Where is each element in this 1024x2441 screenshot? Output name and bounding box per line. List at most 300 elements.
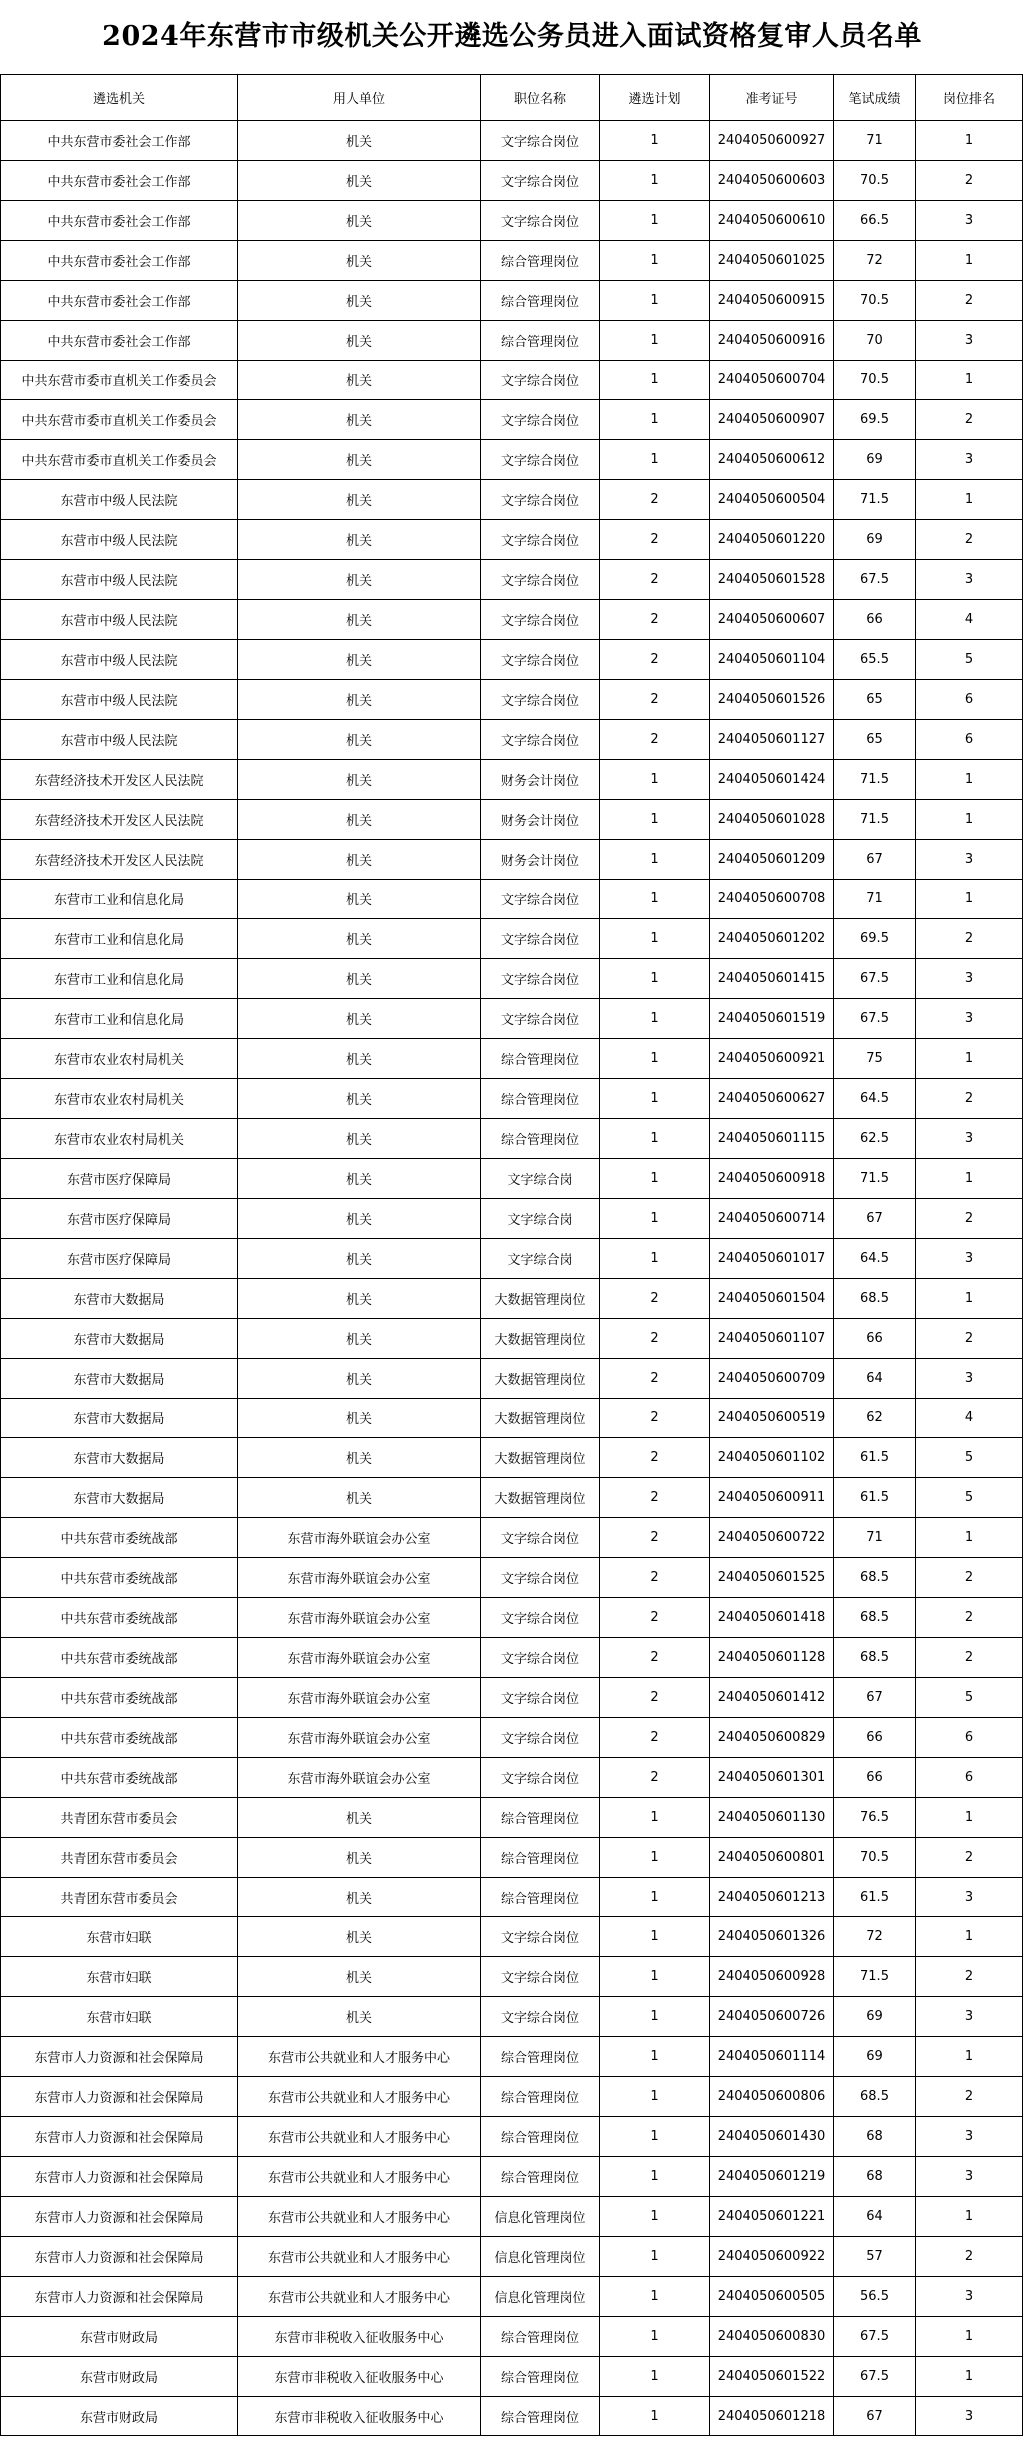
cell-position: 文字综合岗位 — [481, 520, 600, 560]
cell-rank: 2 — [916, 919, 1023, 959]
table-row — [1, 200, 1023, 240]
cell-selecting-agency: 东营市中级人民法院 — [1, 600, 238, 640]
cell-selecting-agency: 东营经济技术开发区人民法院 — [1, 839, 238, 879]
table-row — [1, 2396, 1023, 2436]
cell-quota: 2 — [600, 1358, 710, 1398]
cell-selecting-agency: 中共东营市委社会工作部 — [1, 200, 238, 240]
cell-position: 大数据管理岗位 — [481, 1398, 600, 1438]
table-row — [1, 2037, 1023, 2077]
cell-quota: 1 — [600, 1119, 710, 1159]
cell-ticket-number: 2404050600704 — [710, 360, 834, 400]
cell-quota: 2 — [600, 679, 710, 719]
cell-selecting-agency: 中共东营市委社会工作部 — [1, 280, 238, 320]
cell-selecting-agency: 中共东营市委市直机关工作委员会 — [1, 440, 238, 480]
cell-quota: 2 — [600, 1318, 710, 1358]
table-row — [1, 1957, 1023, 1997]
cell-position: 文字综合岗位 — [481, 200, 600, 240]
cell-position: 文字综合岗位 — [481, 919, 600, 959]
cell-written-score: 64 — [834, 1358, 916, 1398]
cell-rank: 3 — [916, 2396, 1023, 2436]
cell-employer: 机关 — [238, 1438, 481, 1478]
cell-employer: 东营市公共就业和人才服务中心 — [238, 2157, 481, 2197]
cell-rank: 6 — [916, 719, 1023, 759]
cell-selecting-agency: 共青团东营市委员会 — [1, 1877, 238, 1917]
cell-quota: 1 — [600, 121, 710, 161]
cell-rank: 1 — [916, 2037, 1023, 2077]
cell-position: 综合管理岗位 — [481, 240, 600, 280]
cell-position: 文字综合岗位 — [481, 999, 600, 1039]
cell-position: 文字综合岗位 — [481, 121, 600, 161]
cell-position: 文字综合岗位 — [481, 1638, 600, 1678]
cell-rank: 2 — [916, 1957, 1023, 1997]
cell-written-score: 65 — [834, 719, 916, 759]
cell-selecting-agency: 东营市农业农村局机关 — [1, 1039, 238, 1079]
cell-rank: 1 — [916, 1518, 1023, 1558]
cell-ticket-number: 2404050600916 — [710, 320, 834, 360]
cell-employer: 机关 — [238, 520, 481, 560]
cell-ticket-number: 2404050601209 — [710, 839, 834, 879]
cell-written-score: 76.5 — [834, 1797, 916, 1837]
cell-employer: 机关 — [238, 320, 481, 360]
table-row — [1, 2236, 1023, 2276]
table-row — [1, 320, 1023, 360]
cell-position: 文字综合岗位 — [481, 1717, 600, 1757]
cell-selecting-agency: 中共东营市委统战部 — [1, 1558, 238, 1598]
cell-employer: 机关 — [238, 1837, 481, 1877]
cell-rank: 1 — [916, 240, 1023, 280]
table-row — [1, 360, 1023, 400]
cell-quota: 2 — [600, 1478, 710, 1518]
cell-position: 综合管理岗位 — [481, 1837, 600, 1877]
cell-ticket-number: 2404050601114 — [710, 2037, 834, 2077]
cell-ticket-number: 2404050601221 — [710, 2196, 834, 2236]
cell-rank: 3 — [916, 839, 1023, 879]
cell-written-score: 56.5 — [834, 2276, 916, 2316]
cell-written-score: 66 — [834, 1318, 916, 1358]
candidate-table — [0, 74, 1023, 2436]
cell-ticket-number: 2404050601115 — [710, 1119, 834, 1159]
cell-selecting-agency: 东营市大数据局 — [1, 1318, 238, 1358]
cell-selecting-agency: 中共东营市委统战部 — [1, 1518, 238, 1558]
cell-selecting-agency: 东营市中级人民法院 — [1, 560, 238, 600]
table-row — [1, 1598, 1023, 1638]
cell-position: 文字综合岗位 — [481, 1598, 600, 1638]
cell-written-score: 70.5 — [834, 1837, 916, 1877]
col-header-rank: 岗位排名 — [916, 75, 1023, 121]
cell-selecting-agency: 中共东营市委市直机关工作委员会 — [1, 360, 238, 400]
cell-quota: 2 — [600, 1717, 710, 1757]
cell-employer: 东营市海外联谊会办公室 — [238, 1638, 481, 1678]
cell-selecting-agency: 中共东营市委社会工作部 — [1, 160, 238, 200]
cell-quota: 1 — [600, 879, 710, 919]
cell-position: 综合管理岗位 — [481, 2396, 600, 2436]
cell-employer: 机关 — [238, 1039, 481, 1079]
cell-quota: 1 — [600, 999, 710, 1039]
cell-rank: 1 — [916, 1039, 1023, 1079]
cell-rank: 1 — [916, 759, 1023, 799]
cell-rank: 5 — [916, 1677, 1023, 1717]
cell-quota: 2 — [600, 1638, 710, 1678]
cell-rank: 6 — [916, 679, 1023, 719]
cell-selecting-agency: 东营市人力资源和社会保障局 — [1, 2037, 238, 2077]
cell-employer: 东营市海外联谊会办公室 — [238, 1757, 481, 1797]
cell-quota: 1 — [600, 440, 710, 480]
table-row — [1, 121, 1023, 161]
table-row — [1, 520, 1023, 560]
cell-position: 文字综合岗位 — [481, 560, 600, 600]
cell-selecting-agency: 东营市财政局 — [1, 2396, 238, 2436]
cell-rank: 3 — [916, 2157, 1023, 2197]
cell-selecting-agency: 东营经济技术开发区人民法院 — [1, 759, 238, 799]
cell-position: 文字综合岗 — [481, 1238, 600, 1278]
cell-quota: 1 — [600, 2356, 710, 2396]
cell-ticket-number: 2404050601130 — [710, 1797, 834, 1837]
cell-position: 综合管理岗位 — [481, 1797, 600, 1837]
table-row — [1, 1039, 1023, 1079]
cell-selecting-agency: 东营市妇联 — [1, 1917, 238, 1957]
cell-position: 综合管理岗位 — [481, 2157, 600, 2197]
table-row — [1, 1119, 1023, 1159]
cell-ticket-number: 2404050601220 — [710, 520, 834, 560]
cell-ticket-number: 2404050601301 — [710, 1757, 834, 1797]
cell-employer: 机关 — [238, 1917, 481, 1957]
cell-rank: 6 — [916, 1717, 1023, 1757]
cell-position: 综合管理岗位 — [481, 1119, 600, 1159]
table-row — [1, 1797, 1023, 1837]
cell-rank: 2 — [916, 520, 1023, 560]
cell-selecting-agency: 中共东营市委社会工作部 — [1, 320, 238, 360]
cell-rank: 5 — [916, 639, 1023, 679]
cell-position: 财务会计岗位 — [481, 759, 600, 799]
cell-rank: 6 — [916, 1757, 1023, 1797]
cell-position: 综合管理岗位 — [481, 320, 600, 360]
cell-employer: 东营市非税收入征收服务中心 — [238, 2356, 481, 2396]
cell-ticket-number: 2404050600603 — [710, 160, 834, 200]
cell-selecting-agency: 东营市大数据局 — [1, 1478, 238, 1518]
cell-written-score: 69.5 — [834, 400, 916, 440]
cell-selecting-agency: 东营市大数据局 — [1, 1278, 238, 1318]
cell-ticket-number: 2404050600922 — [710, 2236, 834, 2276]
cell-quota: 1 — [600, 1877, 710, 1917]
cell-position: 文字综合岗位 — [481, 719, 600, 759]
cell-written-score: 67.5 — [834, 959, 916, 999]
cell-rank: 3 — [916, 200, 1023, 240]
cell-quota: 2 — [600, 719, 710, 759]
cell-written-score: 67 — [834, 2396, 916, 2436]
table-row — [1, 799, 1023, 839]
cell-position: 文字综合岗 — [481, 1198, 600, 1238]
cell-ticket-number: 2404050600627 — [710, 1079, 834, 1119]
cell-employer: 机关 — [238, 400, 481, 440]
cell-written-score: 65 — [834, 679, 916, 719]
cell-ticket-number: 2404050600607 — [710, 600, 834, 640]
cell-written-score: 61.5 — [834, 1478, 916, 1518]
cell-quota: 1 — [600, 200, 710, 240]
cell-ticket-number: 2404050600927 — [710, 121, 834, 161]
cell-rank: 1 — [916, 480, 1023, 520]
cell-employer: 机关 — [238, 1797, 481, 1837]
table-row — [1, 1238, 1023, 1278]
cell-employer: 机关 — [238, 1318, 481, 1358]
cell-selecting-agency: 东营市人力资源和社会保障局 — [1, 2077, 238, 2117]
cell-selecting-agency: 东营市工业和信息化局 — [1, 919, 238, 959]
cell-employer: 东营市公共就业和人才服务中心 — [238, 2077, 481, 2117]
table-row — [1, 759, 1023, 799]
col-header-selecting-agency: 遴选机关 — [1, 75, 238, 121]
cell-written-score: 68.5 — [834, 1638, 916, 1678]
cell-selecting-agency: 中共东营市委统战部 — [1, 1598, 238, 1638]
cell-selecting-agency: 中共东营市委统战部 — [1, 1677, 238, 1717]
cell-employer: 机关 — [238, 999, 481, 1039]
cell-selecting-agency: 东营市农业农村局机关 — [1, 1079, 238, 1119]
cell-employer: 机关 — [238, 879, 481, 919]
cell-quota: 1 — [600, 240, 710, 280]
cell-selecting-agency: 中共东营市委统战部 — [1, 1757, 238, 1797]
cell-position: 大数据管理岗位 — [481, 1358, 600, 1398]
cell-quota: 1 — [600, 1797, 710, 1837]
cell-ticket-number: 2404050601526 — [710, 679, 834, 719]
cell-rank: 3 — [916, 1997, 1023, 2037]
cell-ticket-number: 2404050600801 — [710, 1837, 834, 1877]
cell-ticket-number: 2404050600504 — [710, 480, 834, 520]
cell-rank: 3 — [916, 440, 1023, 480]
cell-position: 综合管理岗位 — [481, 1877, 600, 1917]
cell-employer: 机关 — [238, 839, 481, 879]
table-row — [1, 1677, 1023, 1717]
cell-quota: 1 — [600, 1198, 710, 1238]
cell-selecting-agency: 东营市大数据局 — [1, 1438, 238, 1478]
cell-quota: 1 — [600, 1917, 710, 1957]
cell-selecting-agency: 东营市工业和信息化局 — [1, 959, 238, 999]
cell-written-score: 64 — [834, 2196, 916, 2236]
cell-rank: 3 — [916, 1877, 1023, 1917]
cell-ticket-number: 2404050600911 — [710, 1478, 834, 1518]
cell-rank: 1 — [916, 2316, 1023, 2356]
cell-selecting-agency: 中共东营市委社会工作部 — [1, 121, 238, 161]
cell-position: 文字综合岗位 — [481, 1957, 600, 1997]
cell-written-score: 66 — [834, 1717, 916, 1757]
cell-employer: 东营市海外联谊会办公室 — [238, 1717, 481, 1757]
cell-rank: 2 — [916, 2236, 1023, 2276]
cell-selecting-agency: 中共东营市委市直机关工作委员会 — [1, 400, 238, 440]
cell-quota: 1 — [600, 2037, 710, 2077]
cell-rank: 1 — [916, 360, 1023, 400]
cell-quota: 1 — [600, 1997, 710, 2037]
cell-rank: 1 — [916, 879, 1023, 919]
cell-selecting-agency: 东营市妇联 — [1, 1957, 238, 1997]
cell-written-score: 62 — [834, 1398, 916, 1438]
cell-ticket-number: 2404050601522 — [710, 2356, 834, 2396]
table-row — [1, 1398, 1023, 1438]
cell-selecting-agency: 东营市工业和信息化局 — [1, 999, 238, 1039]
cell-written-score: 57 — [834, 2236, 916, 2276]
cell-rank: 1 — [916, 1278, 1023, 1318]
cell-written-score: 71.5 — [834, 759, 916, 799]
cell-employer: 东营市海外联谊会办公室 — [238, 1598, 481, 1638]
cell-selecting-agency: 东营市大数据局 — [1, 1398, 238, 1438]
cell-rank: 5 — [916, 1478, 1023, 1518]
cell-rank: 2 — [916, 1598, 1023, 1638]
cell-ticket-number: 2404050601528 — [710, 560, 834, 600]
cell-ticket-number: 2404050601025 — [710, 240, 834, 280]
cell-quota: 1 — [600, 799, 710, 839]
cell-position: 文字综合岗位 — [481, 1757, 600, 1797]
cell-employer: 东营市公共就业和人才服务中心 — [238, 2196, 481, 2236]
cell-ticket-number: 2404050601326 — [710, 1917, 834, 1957]
cell-position: 综合管理岗位 — [481, 2117, 600, 2157]
cell-selecting-agency: 东营市中级人民法院 — [1, 520, 238, 560]
cell-rank: 3 — [916, 999, 1023, 1039]
cell-employer: 机关 — [238, 1398, 481, 1438]
cell-ticket-number: 2404050601415 — [710, 959, 834, 999]
cell-selecting-agency: 东营市医疗保障局 — [1, 1158, 238, 1198]
table-row — [1, 1079, 1023, 1119]
cell-written-score: 71 — [834, 879, 916, 919]
cell-written-score: 69 — [834, 520, 916, 560]
cell-quota: 1 — [600, 1957, 710, 1997]
table-row — [1, 1358, 1023, 1398]
cell-quota: 1 — [600, 1079, 710, 1119]
table-row — [1, 2196, 1023, 2236]
cell-quota: 2 — [600, 1598, 710, 1638]
cell-employer: 机关 — [238, 919, 481, 959]
cell-selecting-agency: 东营市财政局 — [1, 2356, 238, 2396]
cell-rank: 2 — [916, 1079, 1023, 1119]
cell-rank: 5 — [916, 1438, 1023, 1478]
table-row — [1, 2157, 1023, 2197]
cell-written-score: 67 — [834, 839, 916, 879]
cell-selecting-agency: 东营市中级人民法院 — [1, 639, 238, 679]
table-row — [1, 240, 1023, 280]
cell-employer: 机关 — [238, 959, 481, 999]
cell-position: 综合管理岗位 — [481, 280, 600, 320]
cell-ticket-number: 2404050600921 — [710, 1039, 834, 1079]
cell-employer: 东营市非税收入征收服务中心 — [238, 2316, 481, 2356]
cell-selecting-agency: 东营市人力资源和社会保障局 — [1, 2276, 238, 2316]
cell-written-score: 61.5 — [834, 1877, 916, 1917]
cell-quota: 1 — [600, 2236, 710, 2276]
cell-ticket-number: 2404050601519 — [710, 999, 834, 1039]
cell-ticket-number: 2404050600708 — [710, 879, 834, 919]
cell-ticket-number: 2404050600612 — [710, 440, 834, 480]
cell-employer: 机关 — [238, 1119, 481, 1159]
cell-position: 大数据管理岗位 — [481, 1318, 600, 1358]
cell-written-score: 64.5 — [834, 1079, 916, 1119]
cell-position: 文字综合岗位 — [481, 879, 600, 919]
cell-employer: 机关 — [238, 1238, 481, 1278]
cell-rank: 3 — [916, 1358, 1023, 1398]
cell-rank: 3 — [916, 320, 1023, 360]
cell-position: 文字综合岗位 — [481, 679, 600, 719]
table-row — [1, 2077, 1023, 2117]
cell-quota: 1 — [600, 160, 710, 200]
cell-position: 综合管理岗位 — [481, 2037, 600, 2077]
cell-position: 文字综合岗位 — [481, 639, 600, 679]
table-row — [1, 560, 1023, 600]
cell-quota: 1 — [600, 280, 710, 320]
table-row — [1, 639, 1023, 679]
cell-written-score: 68 — [834, 2117, 916, 2157]
cell-quota: 2 — [600, 1757, 710, 1797]
cell-written-score: 69.5 — [834, 919, 916, 959]
cell-rank: 3 — [916, 1119, 1023, 1159]
table-row — [1, 1518, 1023, 1558]
cell-written-score: 66.5 — [834, 200, 916, 240]
cell-written-score: 68.5 — [834, 1278, 916, 1318]
cell-written-score: 66 — [834, 1757, 916, 1797]
cell-quota: 1 — [600, 2396, 710, 2436]
cell-ticket-number: 2404050600915 — [710, 280, 834, 320]
table-header — [1, 75, 1023, 121]
cell-employer: 机关 — [238, 1997, 481, 2037]
cell-selecting-agency: 东营经济技术开发区人民法院 — [1, 799, 238, 839]
cell-rank: 3 — [916, 560, 1023, 600]
table-row — [1, 1638, 1023, 1678]
cell-ticket-number: 2404050601504 — [710, 1278, 834, 1318]
cell-ticket-number: 2404050601028 — [710, 799, 834, 839]
cell-rank: 1 — [916, 121, 1023, 161]
cell-ticket-number: 2404050600830 — [710, 2316, 834, 2356]
table-row — [1, 400, 1023, 440]
cell-rank: 2 — [916, 1198, 1023, 1238]
cell-rank: 2 — [916, 280, 1023, 320]
table-row — [1, 719, 1023, 759]
cell-quota: 1 — [600, 959, 710, 999]
cell-quota: 2 — [600, 1518, 710, 1558]
cell-quota: 2 — [600, 1398, 710, 1438]
cell-employer: 机关 — [238, 1358, 481, 1398]
col-header-employer: 用人单位 — [238, 75, 481, 121]
cell-quota: 2 — [600, 480, 710, 520]
table-row — [1, 1278, 1023, 1318]
cell-rank: 1 — [916, 1158, 1023, 1198]
cell-position: 综合管理岗位 — [481, 1039, 600, 1079]
table-row — [1, 1318, 1023, 1358]
table-row — [1, 1917, 1023, 1957]
col-header-position: 职位名称 — [481, 75, 600, 121]
table-row — [1, 600, 1023, 640]
cell-position: 文字综合岗位 — [481, 360, 600, 400]
cell-position: 文字综合岗位 — [481, 959, 600, 999]
cell-ticket-number: 2404050601424 — [710, 759, 834, 799]
cell-employer: 机关 — [238, 679, 481, 719]
cell-position: 大数据管理岗位 — [481, 1278, 600, 1318]
cell-employer: 机关 — [238, 480, 481, 520]
cell-quota: 1 — [600, 839, 710, 879]
cell-employer: 东营市海外联谊会办公室 — [238, 1518, 481, 1558]
cell-position: 财务会计岗位 — [481, 839, 600, 879]
cell-rank: 2 — [916, 1558, 1023, 1598]
cell-quota: 2 — [600, 560, 710, 600]
table-row — [1, 280, 1023, 320]
table-row — [1, 1198, 1023, 1238]
cell-ticket-number: 2404050601412 — [710, 1677, 834, 1717]
col-header-written-score: 笔试成绩 — [834, 75, 916, 121]
cell-ticket-number: 2404050601127 — [710, 719, 834, 759]
cell-employer: 机关 — [238, 639, 481, 679]
cell-written-score: 70 — [834, 320, 916, 360]
table-body — [1, 121, 1023, 2436]
cell-selecting-agency: 东营市工业和信息化局 — [1, 879, 238, 919]
cell-selecting-agency: 东营市妇联 — [1, 1997, 238, 2037]
cell-quota: 1 — [600, 2316, 710, 2356]
cell-quota: 1 — [600, 2196, 710, 2236]
cell-selecting-agency: 东营市财政局 — [1, 2316, 238, 2356]
table-row — [1, 2316, 1023, 2356]
cell-ticket-number: 2404050601107 — [710, 1318, 834, 1358]
cell-employer: 机关 — [238, 1957, 481, 1997]
table-row — [1, 1558, 1023, 1598]
